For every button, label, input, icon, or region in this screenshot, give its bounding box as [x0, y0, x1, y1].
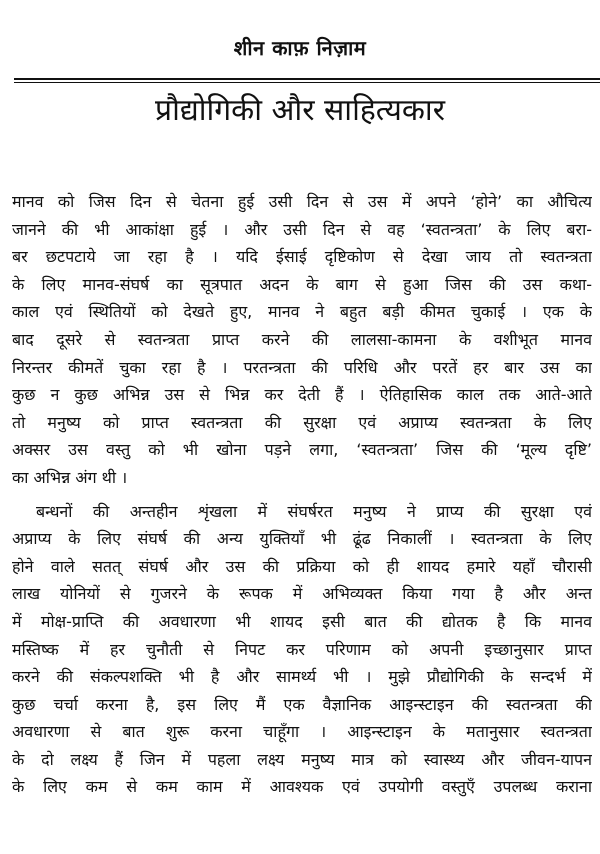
text-line: के लिए कम से कम काम में आवश्यक एवं उपयोगी वस्तुएँ उपलब्ध कराना	[12, 777, 592, 797]
text-line: काल एवं स्थितियों को देखते हुए, मानव ने बहुत बड़ी कीमत चुकाई । एक के	[12, 302, 592, 322]
text-line: होने वाले सतत् संघर्ष और उस की प्रक्रिया को ही शायद हमारे यहाँ चौरासी	[12, 556, 592, 576]
text-line: बर छटपटाये जा रहा है । यदि ईसाई दृष्टिकोण से देखा जाय तो स्वतन्त्रता	[12, 247, 592, 267]
paragraph	[12, 188, 592, 492]
text-line: निरन्तर कीमतें चुका रहा है । परतन्त्रता की परिधि और परतें हर बार उस का	[12, 357, 592, 377]
text-line: का अभिन्न अंग थी ।	[12, 467, 128, 487]
text-line: बाद दूसरे से स्वतन्त्रता प्राप्त करने की लालसा-कामना के वशीभूत मानव	[12, 329, 592, 349]
body-text	[12, 188, 592, 801]
text-line: अक्सर उस वस्तु को भी खोना पड़ने लगा, ‘स्वतन्त्रता’ जिस की ‘मूल्य दृष्टि’	[12, 440, 592, 460]
text-line: के लिए मानव-संघर्ष का सूत्रपात अदन के बाग से हुआ जिस की उस कथा-	[12, 274, 592, 294]
text-line: तो मनुष्य को प्राप्त स्वतन्त्रता की सुरक्षा एवं अप्राप्य स्वतन्त्रता के लिए	[12, 412, 592, 432]
header-rule-thin	[14, 82, 600, 83]
text-line: मस्तिष्क में हर चुनौती से निपट कर परिणाम को अपनी इच्छानुसार प्राप्त	[12, 639, 592, 659]
header-rule-thick	[14, 78, 600, 80]
text-line: में मोक्ष-प्राप्ति की अवधारणा भी शायद इसी बात की द्योतक है कि मानव	[12, 611, 592, 631]
text-line: लाख योनियों से गुजरने के रूपक में अभिव्यक्त किया गया है और अन्त	[12, 584, 592, 604]
text-line: कुछ चर्चा करना है, इस लिए मैं एक वैज्ञानिक आइन्स्टाइन की स्वतन्त्रता की	[12, 694, 592, 714]
text-line: जानने की भी आकांक्षा हुई । और उसी दिन से वह ‘स्वतन्त्रता’ के लिए बरा-	[12, 219, 592, 239]
text-line: करने की संकल्पशक्ति भी है और सामर्थ्य भी । मुझे प्रौद्योगिकी के सन्दर्भ में	[12, 667, 592, 687]
text-line: के दो लक्ष्य हैं जिन में पहला लक्ष्य मनुष्य मात्र को स्वास्थ्य और जीवन-यापन	[12, 749, 592, 769]
text-line: अप्राप्य के लिए संघर्ष की अन्य युक्तियाँ भी ढूंढ निकालीं । स्वतन्त्रता के लिए	[12, 529, 592, 549]
chapter-title: प्रौद्योगिकी और साहित्यकार	[155, 93, 445, 128]
text-line: कुछ न कुछ अभिन्न उस से भिन्न कर देती हैं । ऐतिहासिक काल तक आते-आते	[12, 385, 592, 405]
text-line: अवधारणा से बात शुरू करना चाहूँगा । आइन्स्टाइन के मतानुसार स्वतन्त्रता	[12, 722, 592, 742]
chapter-author: शीन काफ़ निज़ाम	[233, 36, 367, 60]
paragraph	[12, 498, 592, 802]
text-line: बन्धनों की अन्तहीन शृंखला में संघर्षरत मनुष्य ने प्राप्य की सुरक्षा एवं	[36, 501, 592, 521]
text-line: मानव को जिस दिन से चेतना हुई उसी दिन से उस में अपने ‘होने’ का औचित्य	[12, 192, 592, 211]
